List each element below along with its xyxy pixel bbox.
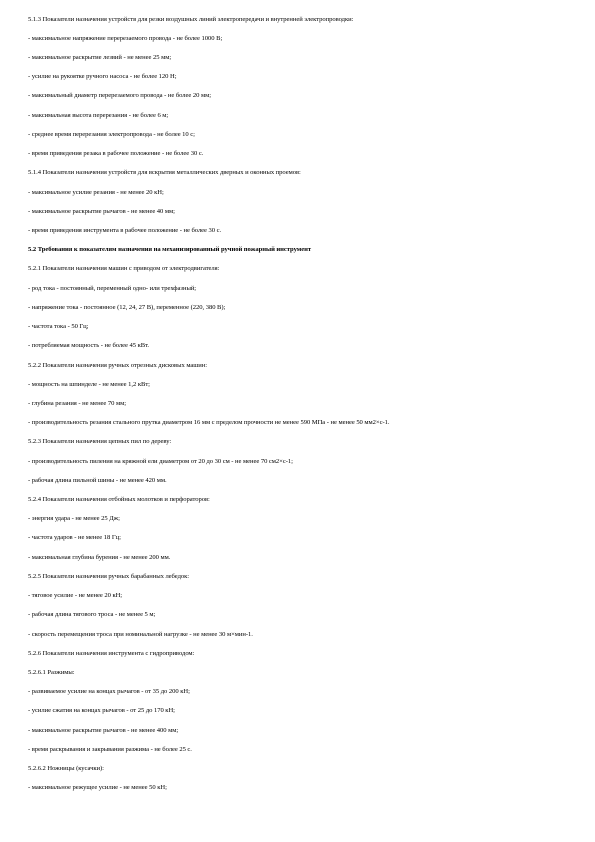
text-line: 5.2.4 Показатели назначения отбойных молотков и перфораторов: xyxy=(28,496,210,503)
text-line: - максимальное раскрытие лезвий - не менее 25 мм; xyxy=(28,53,172,61)
text-line: - время раскрывания и закрывания разжима - не более 25 с. xyxy=(28,745,192,753)
text-line: - максимальное режущее усилие - не менее 50 кН; xyxy=(28,784,167,792)
text-line: - тяговое усилие - не менее 20 кН; xyxy=(28,592,123,600)
text-line: - усилие сжатия на концах рычагов - от 25 до 170 кН; xyxy=(28,707,175,715)
text-line: - максимальная высота перерезания - не более 6 м; xyxy=(28,111,169,119)
text-line: - скорость перемещения троса при номинальной нагрузке - не менее 30 м×мин-1. xyxy=(28,630,253,638)
text-line: - время приведения инструмента в рабочее положение - не более 30 с. xyxy=(28,226,222,234)
text-line: - частота ударов - не менее 18 Гц; xyxy=(28,534,121,542)
text-line: 5.2.6 Показатели назначения инструмента с гидроприводом: xyxy=(28,649,195,657)
text-line: - усилие на рукоятке ручного насоса - не более 120 Н; xyxy=(28,73,177,81)
section-heading: 5.2 Требования к показателям назначения на механизированный ручной пожарный инструмент xyxy=(28,246,312,254)
text-line: - максимальное напряжение перерезаемого провода - не более 1000 В; xyxy=(28,34,223,42)
text-line: - рабочая длина пильной шины - не менее 420 мм. xyxy=(28,476,167,484)
text-line: 5.2.5 Показатели назначения ручных барабанных лебедок: xyxy=(28,572,190,580)
text-line: - максимальный диаметр перерезаемого провода - не более 20 мм; xyxy=(28,92,212,100)
text-line: 5.2.6.1 Разжимы: xyxy=(28,669,75,676)
text-line: - максимальная глубина бурения - не менее 200 мм. xyxy=(28,553,171,561)
text-line: - развиваемое усилие на концах рычагов - от 35 до 200 кН; xyxy=(28,688,190,696)
text-line: - потребляемая мощность - не более 45 кВт. xyxy=(28,342,150,350)
text-line: - производительность резания стального прутка диаметром 16 мм с пределом прочности не менее 590 МПа - не менее 50 мм2×с-1. xyxy=(28,419,390,427)
text-line: - среднее время перерезания электропровода - не более 10 с; xyxy=(28,130,195,138)
text-line: - время приведения резака в рабочее положение - не более 30 с. xyxy=(28,150,204,157)
text-line: 5.2.3 Показатели назначения цепных пил по дереву: xyxy=(28,438,172,446)
text-line: - максимальное раскрытие рычагов - не менее 400 мм; xyxy=(28,726,179,734)
text-line: - род тока - постоянный, переменный одно- или трехфазный; xyxy=(28,284,197,292)
text-line: 5.1.4 Показатели назначения устройств для вскрытия металлических дверных и оконных проемов: xyxy=(28,169,301,177)
text-line: - частота тока - 50 Гц; xyxy=(28,323,89,330)
text-line: 5.1.3 Показатели назначения устройств для резки воздушных линий электропередачи и внутренней электропроводки: xyxy=(28,15,354,23)
text-line: - напряжение тока - постоянное (12, 24, 27 В), переменное (220, 380 В); xyxy=(28,303,226,311)
text-line: - энергия удара - не менее 25 Дж; xyxy=(28,515,120,523)
text-line: - максимальное раскрытие рычагов - не менее 40 мм; xyxy=(28,207,175,215)
text-line: 5.2.2 Показатели назначения ручных отрезных дисковых машин: xyxy=(28,361,208,369)
text-line: - максимальное усилие резания - не менее 20 кН; xyxy=(28,188,164,196)
text-line: - глубина резания - не менее 70 мм; xyxy=(28,399,127,407)
text-line: 5.2.6.2 Ножницы (кусачки): xyxy=(28,765,104,773)
text-line: - рабочая длина тягового троса - не менее 5 м; xyxy=(28,611,156,619)
text-line: - производительность пиления на кряжной ели диаметром от 20 до 30 см - не менее 70 см2×с-1; xyxy=(28,457,293,465)
text-line: 5.2.1 Показатели назначения машин с приводом от электродвигателя: xyxy=(28,265,220,273)
text-line: - мощность на шпинделе - не менее 1,2 кВт; xyxy=(28,380,150,388)
